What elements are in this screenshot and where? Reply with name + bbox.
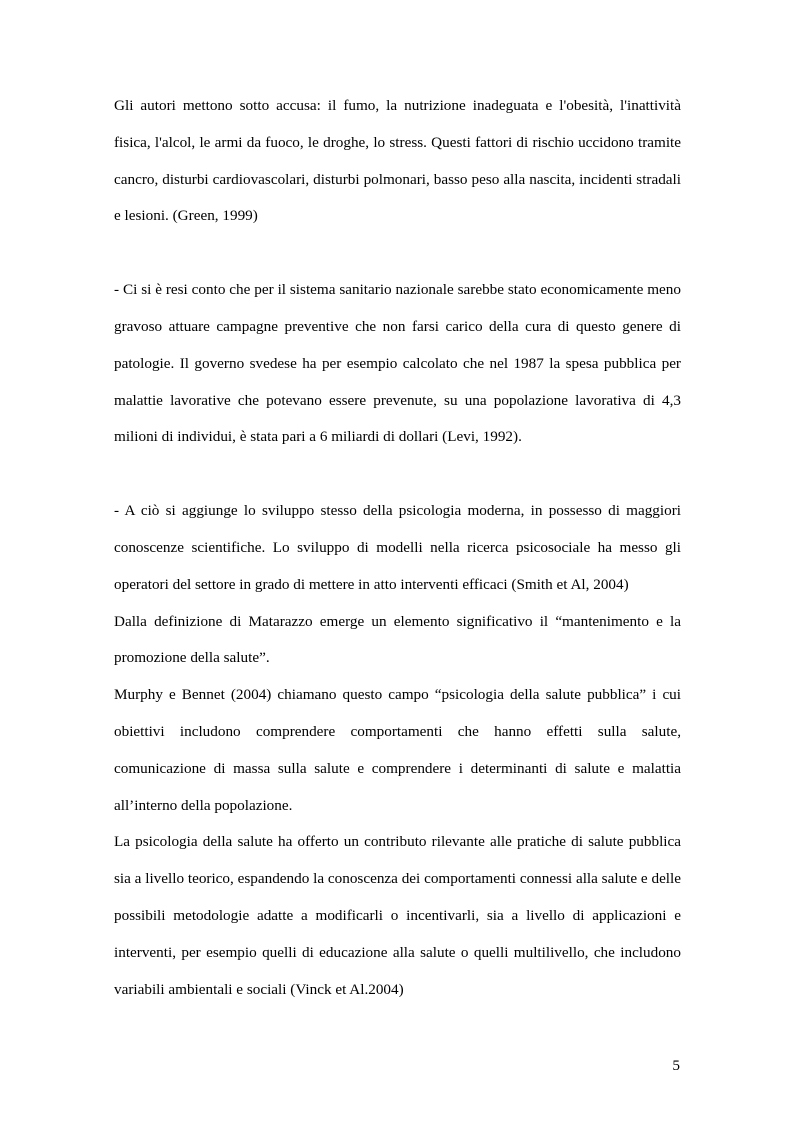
paragraph-risk-factors: Gli autori mettono sotto accusa: il fumo, la nutrizione inadeguata e l'obesità, l'inattività fisica, l'alcol, le armi da fuoco, le droghe, lo stress. Questi fattori di rischio uccidono tramite cancro, disturbi cardiovascolari, disturbi polmonari, basso peso alla nascita, incidenti stradali e lesioni. (Green, 1999) — [114, 97, 681, 225]
paragraph-matarazzo-definition: Dalla definizione di Matarazzo emerge un elemento significativo il “mantenimento e la promozione della salute”. — [114, 612, 681, 667]
paragraph-health-psychology-contribution: La psicologia della salute ha offerto un contributo rilevante alle pratiche di salute pubblica sia a livello teorico, espandendo la conoscenza dei comportamenti connessi alla salute e delle possibili metodologie adatte a modificarli o incentivarli, sia a livello di applicazioni e interventi, per esempio quelli di educazione alla salute o quelli multilivello, che includono variabili ambientali e sociali (Vinck et Al.2004) — [114, 833, 681, 998]
paragraph-health-system-costs: - Ci si è resi conto che per il sistema sanitario nazionale sarebbe stato economicamente meno gravoso attuare campagne preventive che non farsi carico della cura di questo genere di patologie. Il governo svedese ha per esempio calcolato che nel 1987 la spesa pubblica per malattie lavorative che potevano essere prevenute, su una popolazione lavorativa di 4,3 milioni di individui, è stata pari a 6 miliardi di dollari (Levi, 1992). — [114, 281, 681, 446]
paragraph-public-health-psychology: Murphy e Bennet (2004) chiamano questo campo “psicologia della salute pubblica” i cui obiettivi includono comprendere comportamenti che hanno effetti sulla salute, comunicazione di massa sulla salute e comprendere i determinanti di salute e malattia all’interno della popolazione. — [114, 686, 681, 814]
page-number: 5 — [672, 1057, 680, 1074]
paragraph-spacer — [114, 456, 681, 493]
document-page-body — [114, 88, 681, 1008]
paragraph-modern-psychology: - A ciò si aggiunge lo sviluppo stesso della psicologia moderna, in possesso di maggiori conoscenze scientifiche. Lo sviluppo di modelli nella ricerca psicosociale ha messo gli operatori del settore in grado di mettere in atto interventi efficaci (Smith et Al, 2004) — [114, 502, 681, 593]
paragraph-spacer — [114, 235, 681, 272]
